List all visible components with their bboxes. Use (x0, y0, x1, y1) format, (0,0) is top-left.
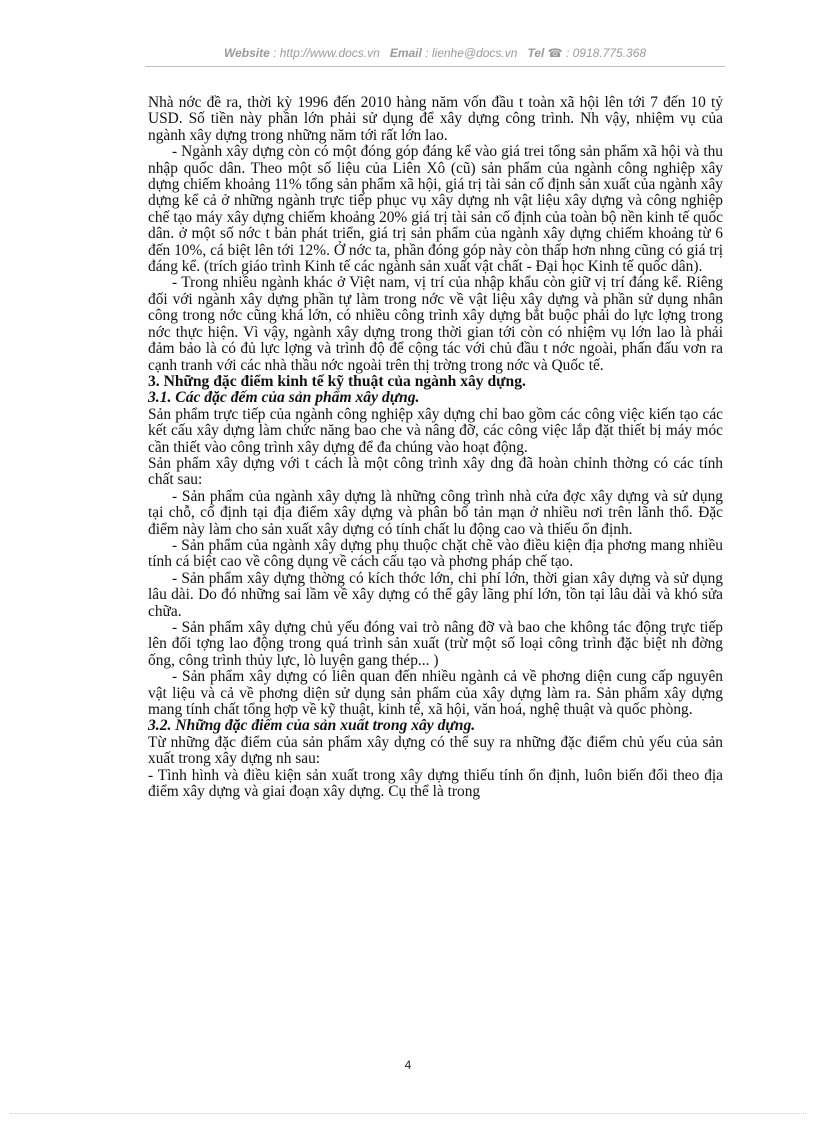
paragraph: - Sản phẩm của ngành xây dựng là những công trình nhà cửa đợc xây dựng và sử dụng tại chỗ, cố định tại địa điểm xây dựng và phân bố tản mạn ở nhiều nơi trên lãnh thổ. Đặc điểm này làm cho sản xuất xây dựng có tính chất lu động cao và thiếu ổn định. (148, 487, 723, 538)
website-label: Website (223, 46, 270, 60)
website-value: : http://www.docs.vn (273, 46, 380, 60)
paragraph: - Sản phẩm xây dựng có liên quan đến nhiều ngành cả về phơng diện cung cấp nguyên vật liệu và cả về phơng diện sử dụng sản phẩm của xây dựng làm ra. Sản phẩm xây dựng mang tính chất tổng hợp về kỹ thuật, kinh tế, xã hội, văn hoá, nghệ thuật và quốc phòng. (148, 668, 723, 719)
paragraph: - Tình hình và điều kiện sản xuất trong xây dựng thiếu tính ổn định, luôn biến đổi theo địa điểm xây dựng và giai đoạn xây dựng. Cụ thể là trong (148, 766, 723, 801)
paragraph: - Sản phẩm xây dựng chủ yếu đóng vai trò nâng đỡ và bao che không tác động trực tiếp lên đối tợng lao động trong quá trình sản xuất (trừ một số loại công trình đặc biệt nh đờng ống, công trình thủy lực, lò luyện gang thép... ) (148, 619, 723, 669)
page-header (145, 46, 725, 60)
header-divider (145, 66, 725, 67)
paragraph: Từ những đặc điểm của sản phẩm xây dựng có thể suy ra những đặc điểm chủ yếu của sản xuất trong xây dựng nh sau: (148, 733, 723, 768)
paragraph: Nhà nớc đề ra, thời kỳ 1996 đến 2010 hàng năm vốn đầu t toàn xã hội lên tới 7 đến 10 tỷ USD. Số tiền này phần lớn phải sử dụng để xây dựng công trình. Nh vậy, nhiệm vụ của ngành xây dựng trong những năm tới rất lớn lao. (148, 94, 723, 144)
document-body (148, 95, 723, 800)
email-label: Email (389, 46, 422, 60)
paragraph: - Sản phẩm của ngành xây dựng phụ thuộc chặt chẽ vào điều kiện địa phơng mang nhiều tính cá biệt cao về công dụng về cách cấu tạo và phơng pháp chế tạo. (148, 536, 723, 571)
page-number: 4 (404, 1058, 412, 1072)
paragraph: - Sản phẩm xây dựng thờng có kích thớc lớn, chi phí lớn, thời gian xây dựng và sử dụng lâu dài. Do đó những sai lầm về xây dựng có thể gây lãng phí lớn, tồn tại lâu dài và khó sửa chữa. (148, 569, 723, 620)
tel-value: : 0918.775.368 (565, 46, 647, 60)
section-heading: 3. Những đặc điểm kinh tế kỹ thuật của ngành xây dựng. (148, 372, 526, 390)
subsection-heading: 3.2. Những đặc điểm của sản xuất trong xây dựng. (148, 717, 476, 735)
paragraph: Sản phẩm trực tiếp của ngành công nghiệp xây dựng chỉ bao gồm các công việc kiến tạo các kết cấu xây dựng làm chức năng bao che và nâng đỡ, các công việc lắp đặt thiết bị máy móc cần thiết vào công trình xây dựng để đa chúng vào hoạt động. (148, 405, 723, 456)
paragraph: Sản phẩm xây dựng với t cách là một công trình xây dng đã hoàn chỉnh thờng có các tính chất sau: (148, 454, 723, 489)
tel-label: Tel ☎ (527, 46, 563, 60)
paragraph: - Trong nhiều ngành khác ở Việt nam, vị trí của nhập khẩu còn giữ vị trí đáng kể. Riêng đối với ngành xây dựng phần tự làm trong nớc về vật liệu xây dựng và phần sử dụng nhân công trong nớc cũng khá lớn, có nhiều công trình xây dựng bắt buộc phải do lực lợng trong nớc thực hiện. Vì vậy, ngành xây dựng trong thời gian tới còn có nhiệm vụ lớn lao là phải đảm bảo là có đủ lực lợng và trình độ để cộng tác với chủ đầu t nớc ngoài, phấn đấu vơn ra cạnh tranh với các nhà thầu nớc ngoài trên thị trờng trong nớc và Quốc tế. (148, 274, 723, 374)
page-bottom-divider (10, 1113, 806, 1114)
paragraph: - Ngành xây dựng còn có một đóng góp đáng kể vào giá trei tổng sản phẩm xã hội và thu nhập quốc dân. Theo một số liệu của Liên Xô (cũ) sản phẩm của ngành công nghiệp xây dựng chiếm khoảng 11% tổng sản phẩm xã hội, giá trị tài sản cố định sản xuất của ngành xây dựng kể cả ở những ngành trực tiếp phục vụ xây dựng nh vật liệu xây dựng và công nghiệp chế tạo máy xây dựng chiếm khoảng 20% giá trị tài sản cố định của toàn bộ nền kinh tế quốc dân. ở một số nớc t bản phát triển, giá trị sản phẩm của ngành xây dựng chiếm khoảng từ 6 đến 10%, cá biệt lên tới 12%. Ở nớc ta, phần đóng góp này còn thấp hơn nhng cũng có giá trị đáng kể. (trích giáo trình Kinh tế các ngành sản xuất vật chất - Đại học Kinh tế quốc dân). (148, 143, 723, 276)
email-value: : lienhe@docs.vn (425, 46, 518, 60)
subsection-heading: 3.1. Các đặc đếm của sản phẩm xây dựng. (148, 389, 420, 407)
